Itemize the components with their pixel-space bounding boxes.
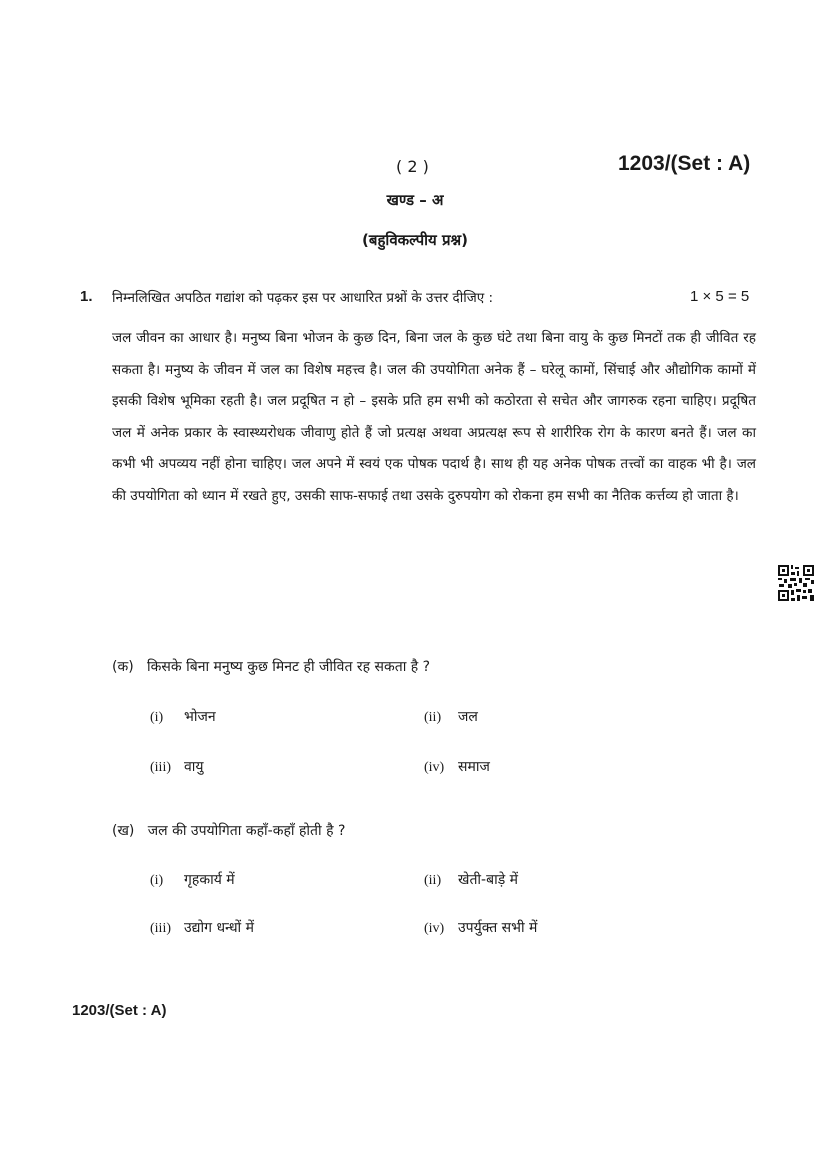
option-kha-ii bbox=[424, 870, 518, 889]
option-kha-i bbox=[150, 870, 235, 889]
option-text: वायु bbox=[184, 759, 204, 775]
option-number: (iv) bbox=[424, 921, 445, 936]
option-number: (i) bbox=[150, 710, 164, 725]
option-number: (iii) bbox=[150, 921, 171, 936]
passage-text: जल जीवन का आधार है। मनुष्य बिना भोजन के कुछ दिन, बिना जल के कुछ घंटे तथा बिना वायु के कुछ मिनटों तक ही जीवित रह सकता है। मनुष्य के जीवन में जल का विशेष महत्त्व है। जल की उपयोगिता अनेक हैं – घरेलू कामों, सिंचाई और औद्योगिक कामों में इसकी विशेष भूमिका रहती है। जल प्रदूषित न हो – इसके प्रति हम सभी को कठोरता से सचेत और जागरुक रहना चाहिए। प्रदूषित जल में अनेक प्रकार के स्वास्थ्यरोधक जीवाणु होते हैं जो प्रत्यक्ष अथवा अप्रत्यक्ष रूप से शारीरिक रोग के कारण बनते हैं। जल का कभी भी अपव्यय नहीं होना चाहिए। जल अपने में स्वयं एक पोषक पदार्थ है। साथ ही यह अनेक पोषक तत्त्वों का वाहक भी है। जल की उपयोगिता को ध्यान में रखते हुए, उसकी साफ-सफाई तथा उसके दुरुपयोग को रोकना हम सभी का नैतिक कर्त्तव्य हो जाता है। bbox=[112, 330, 757, 504]
set-code-header: 1203/(Set : A) bbox=[618, 152, 751, 175]
question-marks: 1 × 5 = 5 bbox=[690, 288, 750, 305]
section-title: खण्ड – अ bbox=[386, 191, 444, 209]
sub-question-kha bbox=[112, 821, 345, 840]
option-ka-iii bbox=[150, 757, 204, 776]
option-number: (iv) bbox=[424, 760, 445, 775]
page-number: ( 2 ) bbox=[396, 157, 429, 176]
question-number: 1. bbox=[80, 288, 93, 305]
sub-question-label: (ख) bbox=[112, 823, 135, 839]
option-ka-ii bbox=[424, 707, 478, 726]
section-subtitle: (बहुविकल्पीय प्रश्न) bbox=[362, 231, 468, 249]
set-code-footer: 1203/(Set : A) bbox=[72, 1002, 167, 1019]
option-text: खेती-बाड़े में bbox=[458, 872, 519, 888]
option-number: (i) bbox=[150, 873, 164, 888]
option-number: (ii) bbox=[424, 873, 442, 888]
option-ka-i bbox=[150, 707, 216, 726]
option-number: (ii) bbox=[424, 710, 442, 725]
option-kha-iv bbox=[424, 918, 537, 937]
sub-question-text: किसके बिना मनुष्य कुछ मिनट ही जीवित रह सकता है ? bbox=[147, 659, 431, 675]
sub-question-ka bbox=[112, 657, 430, 676]
option-text: गृहकार्य में bbox=[184, 872, 235, 888]
sub-question-label: (क) bbox=[112, 659, 134, 675]
qr-code-icon bbox=[777, 564, 815, 602]
option-text: उद्योग धन्धों में bbox=[184, 920, 254, 936]
sub-question-text: जल की उपयोगिता कहाँ-कहाँ होती है ? bbox=[147, 823, 346, 839]
option-text: जल bbox=[458, 709, 478, 725]
option-text: उपर्युक्त सभी में bbox=[458, 920, 538, 936]
option-text: समाज bbox=[458, 759, 490, 775]
option-text: भोजन bbox=[184, 709, 216, 725]
option-kha-iii bbox=[150, 918, 254, 937]
option-ka-iv bbox=[424, 757, 490, 776]
question-instruction: निम्नलिखित अपठित गद्यांश को पढ़कर इस पर आधारित प्रश्नों के उत्तर दीजिए : bbox=[112, 290, 494, 306]
option-number: (iii) bbox=[150, 760, 171, 775]
